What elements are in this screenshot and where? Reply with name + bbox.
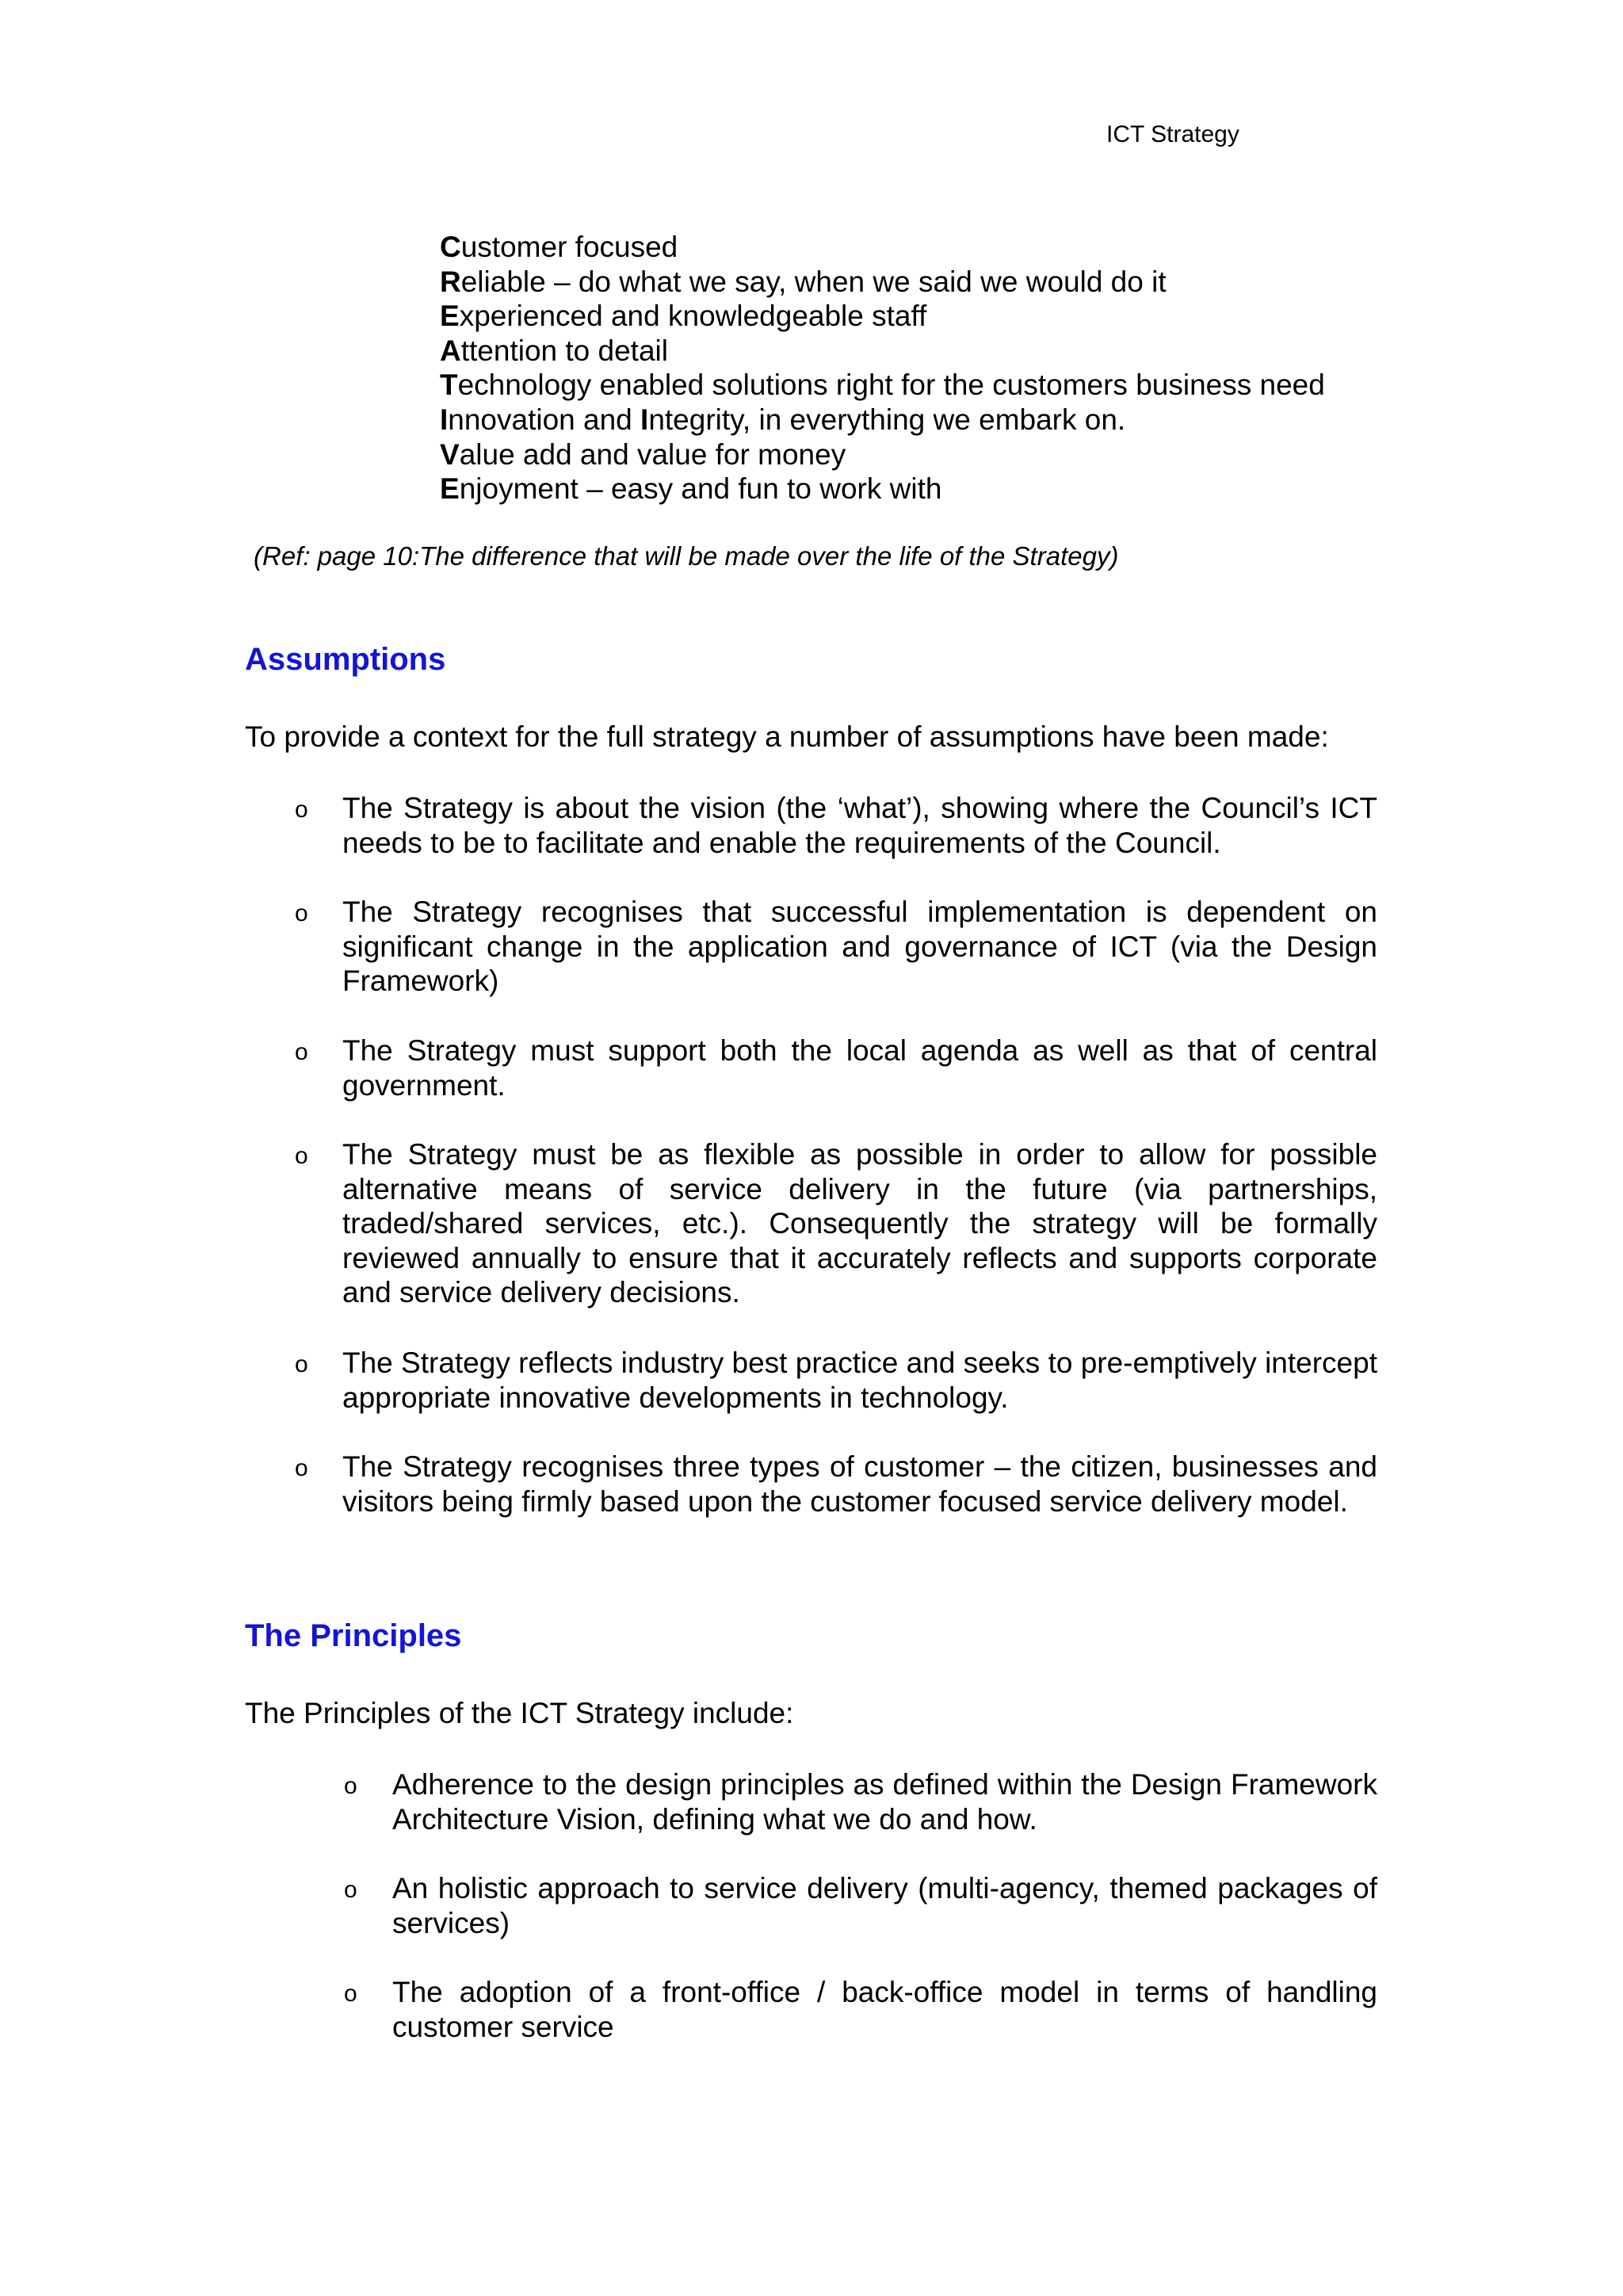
bullet-marker: o [344,1877,357,1903]
list-item: Adherence to the design principles as defined within the Design Framework Architecture Vision, defining what we do and how. [392,1768,1377,1836]
list-item: The Strategy must support both the local agenda as well as that of central government. [342,1034,1377,1102]
acrostic-text: ntegrity, in everything we embark on. [648,403,1126,436]
list-item: The adoption of a front-office / back-office model in terms of handling customer service [392,1976,1377,2043]
acrostic-values-list [440,230,1325,506]
acrostic-letter: I [640,403,649,436]
acrostic-text: nnovation and [448,403,641,436]
bullet-marker: o [295,797,308,823]
bullet-marker: o [295,1143,308,1169]
acrostic-line [440,368,1325,403]
acrostic-text: ttention to detail [460,334,668,367]
acrostic-line [440,265,1325,300]
acrostic-letter: C [440,231,461,263]
list-item: The Strategy is about the vision (the ‘what’), showing where the Council’s ICT needs to be to facilitate and enable the requirements of the Council. [342,792,1377,859]
acrostic-letter: E [440,300,460,333]
bullet-marker: o [295,1039,308,1065]
acrostic-text: ustomer focused [460,231,678,263]
running-header: ICT Strategy [1106,121,1239,147]
list-item: The Strategy recognises three types of customer – the citizen, businesses and visitors being firmly based upon the customer focused service delivery model. [342,1450,1377,1518]
bullet-marker: o [344,1981,357,2007]
acrostic-text: njoyment – easy and fun to work with [459,472,942,506]
reference-note: (Ref: page 10:The difference that will be made over the life of the Strategy) [254,541,1119,571]
acrostic-letter: E [440,472,460,506]
acrostic-line [440,403,1325,437]
list-item: The Strategy reflects industry best practice and seeks to pre-emptively intercept appropriate innovative developments in technology. [342,1347,1377,1414]
bullet-marker: o [344,1773,357,1799]
acrostic-text: echnology enabled solutions right for the customers business need [457,369,1325,402]
acrostic-letter: I [440,403,449,436]
acrostic-letter: R [440,265,461,298]
list-item: An holistic approach to service delivery (multi-agency, themed packages of services) [392,1872,1377,1939]
acrostic-text: alue add and value for money [459,437,846,471]
list-item: The Strategy recognises that successful implementation is dependent on significant change in the application and governance of ICT (via the Design Framework) [342,896,1377,998]
list-item: The Strategy must be as flexible as possible in order to allow for possible alternative means of service delivery in the future (via partnerships, traded/shared services, etc.). Consequently the strategy will be formally reviewed annually to ensure that it accurately reflects and supports corporate and service delivery decisions. [342,1138,1377,1309]
acrostic-letter: A [440,334,461,367]
bullet-marker: o [295,900,308,926]
acrostic-letter: T [440,369,458,402]
acrostic-line [440,437,1325,472]
bullet-marker: o [295,1351,308,1377]
acrostic-text: xperienced and knowledgeable staff [459,300,927,333]
acrostic-line [440,334,1325,369]
bullet-marker: o [295,1455,308,1481]
acrostic-line [440,299,1325,334]
acrostic-line [440,230,1325,265]
acrostic-text: eliable – do what we say, when we said we would do it [460,265,1167,298]
acrostic-line [440,472,1325,506]
assumptions-heading: Assumptions [245,642,446,677]
principles-heading: The Principles [245,1618,462,1653]
acrostic-letter: V [440,437,460,471]
principles-intro: The Principles of the ICT Strategy include: [245,1697,794,1729]
assumptions-intro: To provide a context for the full strategy a number of assumptions have been made: [245,720,1329,753]
